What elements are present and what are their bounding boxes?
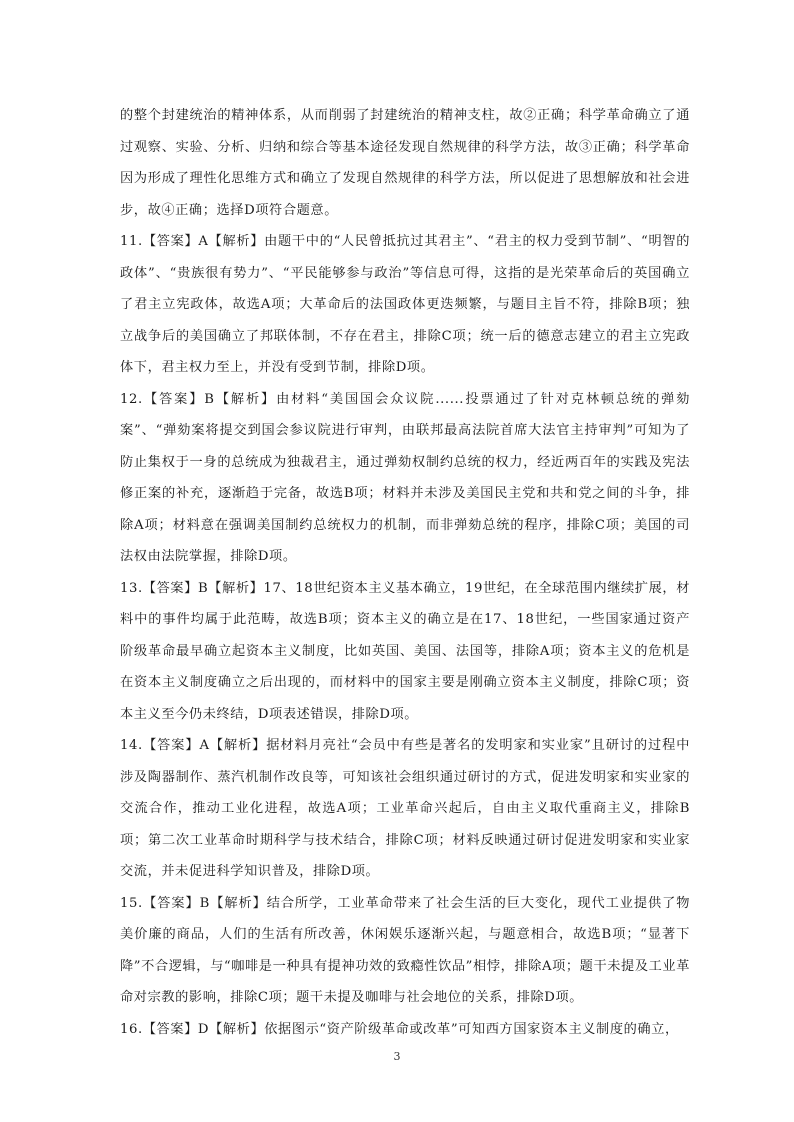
paragraph-continuation: 的整个封建统治的精神体系，从而削弱了封建统治的精神支柱，故②正确；科学革命确立了通过观察、实验、分析、归纳和综合等基本途径发现自然规律的科学方法，故③正确；科学革命因为形成了理性化思维方式和确立了发现自然规律的科学方法，所以促进了思想解放和社会进步，故④正确；选择D项符合题意。 [120, 108, 690, 218]
answer-15: 15.【答案】B【解析】结合所学，工业革命带来了社会生活的巨大变化，现代工业提供了物美价廉的商品，人们的生活有所改善，休闲娱乐逐渐兴起，与题意相合，故选B项；“显著下降”不合逻辑，与“咖啡是一种具有提神功效的致瘾性饮品”相悖，排除A项；题干未提及工业革命对宗教的影响，排除C项；题干未提及咖啡与社会地位的关系，排除D项。 [120, 895, 690, 1005]
answer-13: 13.【答案】B【解析】17、18世纪资本主义基本确立，19世纪，在全球范围内继续扩展，材料中的事件均属于此范畴，故选B项；资本主义的确立是在17、18世纪，一些国家通过资产阶级革命最早确立起资本主义制度，比如英国、美国、法国等，排除A项；资本主义的危机是在资本主义制度确立之后出现的，而材料中的国家主要是刚确立资本主义制度，排除C项；资本主义至今仍未终结，D项表述错误，排除D项。 [120, 580, 690, 722]
answer-11: 11.【答案】A【解析】由题干中的“人民曾抵抗过其君主”、“君主的权力受到节制”、“明智的政体”、“贵族很有势力”、“平民能够参与政治”等信息可得，这指的是光荣革命后的英国确立了君主立宪政体，故选A项；大革命后的法国政体更迭频繁，与题目主旨不符，排除B项；独立战争后的美国确立了邦联体制，不存在君主，排除C项；统一后的德意志建立的君主立宪政体下，君主权力至上，并没有受到节制，排除D项。 [120, 234, 690, 375]
answer-12: 12.【答案】B【解析】由材料“美国国会众议院......投票通过了针对克林顿总统的弹劾案”、“弹劾案将提交到国会参议院进行审判，由联邦最高法院首席大法官主持审判”可知为了防止集权于一身的总统成为独裁君主，通过弹劾权制约总统的权力，经近两百年的实践及宪法修正案的补充，逐渐趋于完备，故选B项；材料并未涉及美国民主党和共和党之间的斗争，排除A项；材料意在强调美国制约总统权力的机制，而非弹劾总统的程序，排除C项；美国的司法权由法院掌握，排除D项。 [120, 391, 690, 564]
answer-14: 14.【答案】A【解析】据材料月亮社“会员中有些是著名的发明家和实业家”且研讨的过程中涉及陶器制作、蒸汽机制作改良等，可知该社会组织通过研讨的方式，促进发明家和实业家的交流合作，推动工业化进程，故选A项；工业革命兴起后，自由主义取代重商主义，排除B项；第二次工业革命时期科学与技术结合，排除C项；材料反映通过研讨促进发明家和实业家交流，并未促进科学知识普及，排除D项。 [120, 738, 690, 879]
document-body [120, 100, 690, 1045]
answer-16: 16.【答案】D【解析】依据图示“资产阶级革命或改革”可知西方国家资本主义制度的确立， [120, 1021, 679, 1037]
page-number: 3 [393, 1050, 401, 1063]
